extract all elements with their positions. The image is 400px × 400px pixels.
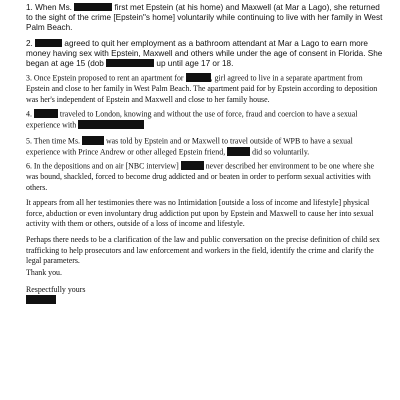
paragraph-1 (26, 3, 384, 33)
paragraph-6-text-b: never described her environment to be one where she was bound, shackled, forced to become drug addicted and or beaten in order to perform sexual activities with others. (26, 161, 374, 192)
redaction-bar (181, 161, 204, 170)
paragraph-7: It appears from all her testimonies there was no Intimidation [outside a loss of income and lifestyle] physical force, abduction or even involuntary drug addiction put upon by Epstein and Maxwell to cause her into sexual activity with them or others, outside of a loss of income and lifestyle. (26, 198, 374, 229)
closing-thanks: Thank you. (26, 268, 62, 277)
redaction-bar (34, 109, 58, 118)
signature-redaction-bar (26, 295, 56, 304)
paragraph-5 (26, 136, 384, 158)
paragraph-5-text-b: was told by Epstein and or Maxwell to travel outside of WPB to have a sexual experience with Prince Andrew or other alleged Epstein friend, (26, 136, 353, 157)
paragraph-6-text-a: 6. In the depositions and on air [NBC interview] (26, 161, 179, 171)
redaction-bar (82, 136, 104, 145)
paragraph-4-text-b: traveled to London, knowing and without the use of force, fraud and coercion to have a sexual experience with (26, 109, 358, 130)
redaction-bar (74, 3, 112, 11)
paragraph-4 (26, 109, 384, 131)
redaction-bar (35, 39, 62, 47)
paragraph-3-text-b: , girl agreed to live in a separate apartment from Epstein and close to her family in West Palm Beach. The apartment paid for by Epstein according to deposition was her's independent of Epstein and Maxwell and close to her family house. (26, 73, 378, 104)
paragraph-2-text-a: 2. (26, 39, 33, 48)
redaction-bar (186, 73, 211, 82)
paragraph-2 (26, 39, 384, 69)
paragraph-3 (26, 73, 384, 105)
paragraph-5-text-a: 5. Then time Ms. (26, 136, 80, 146)
paragraph-1-text-a: 1. When Ms. (26, 3, 72, 12)
paragraph-2-text-c: up until age 17 or 18. (156, 59, 234, 68)
paragraph-3-text-a: 3. Once Epstein proposed to rent an apartment for (26, 73, 184, 83)
paragraph-8: Perhaps there needs to be a clarification of the law and public conversation on the precise definition of child sex trafficking to help prosecutors and law enforcement and workers in the field, identify the crime and clarify the legal parameters. (26, 235, 380, 266)
paragraph-5-text-c: did so voluntarily. (252, 147, 310, 157)
closing-salutation: Respectfully yours (26, 285, 86, 294)
paragraph-1-text-b: first met Epstein (at his home) and Maxwell (at Mar a Lago), she returned to the sight of the crime [Epstein"s home] voluntarily while continuing to live with her family in West Palm Beach. (26, 3, 383, 32)
paragraph-2-text-b: agreed to quit her employment as a bathroom attendant at Mar a Lago to earn more money having sex with Epstein, Maxwell and others while under the age of consent in Florida. She began at age 15 (dob (26, 39, 383, 68)
redaction-bar (78, 120, 144, 129)
redaction-bar (106, 59, 154, 67)
redaction-bar (227, 147, 250, 156)
paragraph-4-text-a: 4. (26, 109, 32, 119)
paragraph-6 (26, 161, 384, 193)
